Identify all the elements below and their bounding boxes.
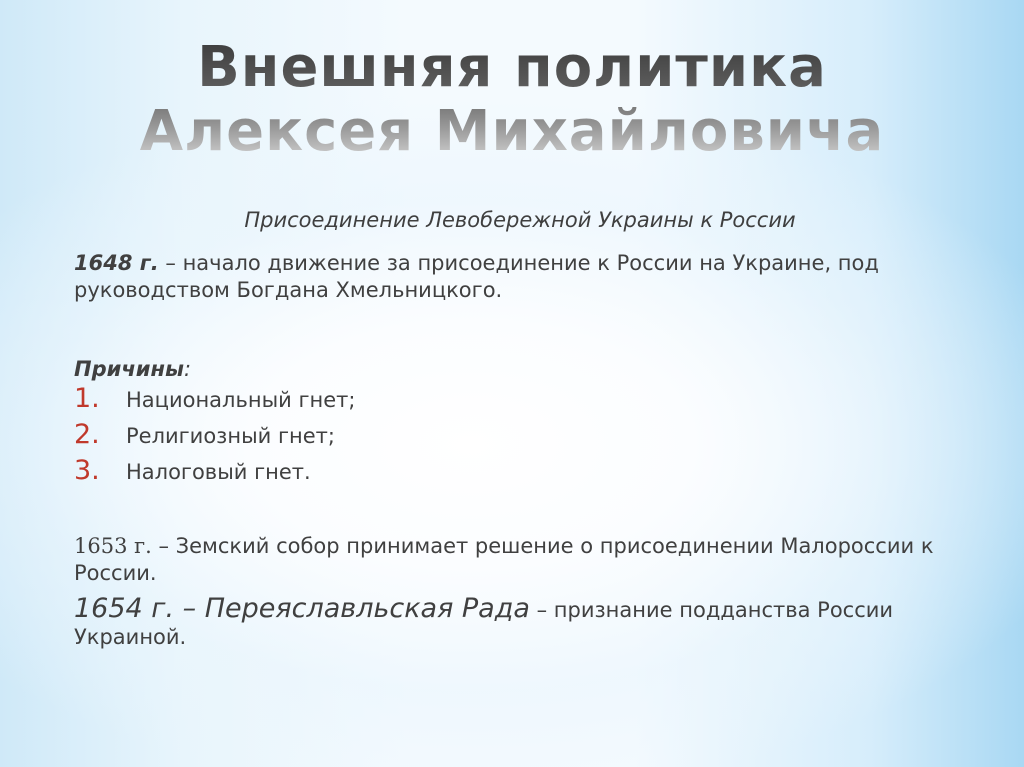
- paragraph-1653: [74, 533, 944, 587]
- paragraph-1654: [74, 595, 944, 651]
- list-text: Налоговый гнет.: [126, 460, 311, 484]
- list-text: Религиозный гнет;: [126, 424, 335, 448]
- title-line-2: Алексея Михайловича: [139, 99, 885, 164]
- list-number: 3.: [74, 455, 100, 486]
- text-1654: – признание подданства России Украиной.: [74, 598, 894, 649]
- reasons-colon: :: [183, 357, 192, 381]
- slide-title: [0, 36, 1024, 164]
- list-item: [74, 457, 944, 493]
- title-line-1: Внешняя политика: [197, 35, 827, 100]
- list-item: [74, 421, 944, 457]
- paragraph-1648: [74, 250, 944, 304]
- reasons-label: Причины: [74, 357, 184, 381]
- reasons-list: [74, 385, 944, 493]
- reasons-heading: [74, 356, 944, 383]
- list-number: 2.: [74, 419, 100, 450]
- date-1653: 1653 г.: [74, 534, 152, 558]
- list-text: Национальный гнет;: [126, 388, 356, 412]
- list-item: [74, 385, 944, 421]
- date-event-1654: 1654 г. – Переяславльская Рада: [74, 593, 530, 624]
- slide-body: [74, 250, 944, 651]
- slide-subtitle: Присоединение Левобережной Украины к России: [244, 208, 796, 232]
- text-1648: – начало движение за присоединение к России на Украине, под руководством Богдана Хмельницкого.: [74, 251, 879, 302]
- date-1648: 1648 г.: [74, 251, 159, 275]
- text-1653: – Земский собор принимает решение о присоединении Малороссии к России.: [74, 534, 934, 585]
- list-number: 1.: [74, 383, 100, 414]
